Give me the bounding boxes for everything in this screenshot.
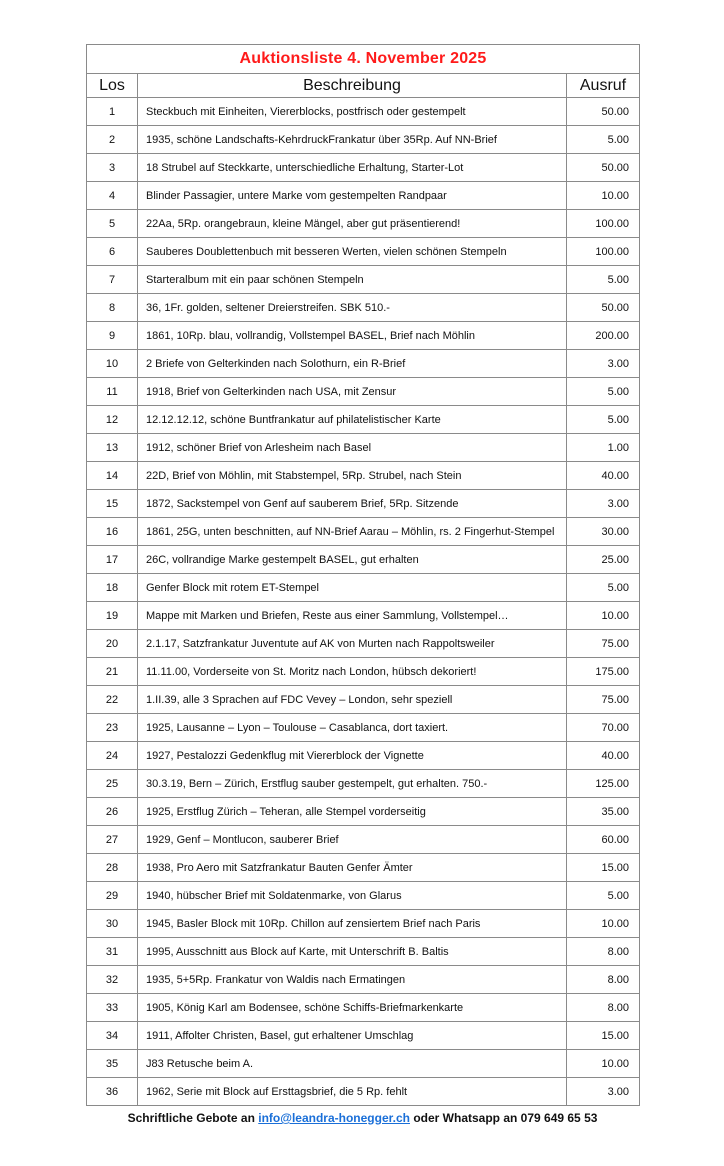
- lot-description: 1995, Ausschnitt aus Block auf Karte, mit Unterschrift B. Baltis: [138, 938, 567, 966]
- lot-description: 1872, Sackstempel von Genf auf sauberem Brief, 5Rp. Sitzende: [138, 490, 567, 518]
- lot-price: 5.00: [567, 574, 640, 602]
- table-row: [87, 994, 640, 1022]
- lot-description: 1912, schöner Brief von Arlesheim nach Basel: [138, 434, 567, 462]
- table-row: [87, 966, 640, 994]
- lot-description: 1938, Pro Aero mit Satzfrankatur Bauten Genfer Ämter: [138, 854, 567, 882]
- lot-number: 5: [87, 210, 138, 238]
- lot-number: 25: [87, 770, 138, 798]
- lot-number: 33: [87, 994, 138, 1022]
- table-row: [87, 350, 640, 378]
- lot-price: 5.00: [567, 882, 640, 910]
- lot-description: 22Aa, 5Rp. orangebraun, kleine Mängel, aber gut präsentierend!: [138, 210, 567, 238]
- table-row: [87, 462, 640, 490]
- lot-number: 22: [87, 686, 138, 714]
- lot-price: 10.00: [567, 910, 640, 938]
- lot-number: 18: [87, 574, 138, 602]
- lot-description: Steckbuch mit Einheiten, Viererblocks, postfrisch oder gestempelt: [138, 98, 567, 126]
- lot-price: 8.00: [567, 938, 640, 966]
- table-row: [87, 378, 640, 406]
- lot-number: 3: [87, 154, 138, 182]
- lot-number: 7: [87, 266, 138, 294]
- table-row: [87, 266, 640, 294]
- lot-price: 15.00: [567, 1022, 640, 1050]
- lot-price: 50.00: [567, 294, 640, 322]
- column-header-description: Beschreibung: [138, 74, 567, 98]
- lot-description: 1911, Affolter Christen, Basel, gut erhaltener Umschlag: [138, 1022, 567, 1050]
- table-row: [87, 742, 640, 770]
- lot-number: 32: [87, 966, 138, 994]
- lot-description: 2 Briefe von Gelterkinden nach Solothurn, ein R-Brief: [138, 350, 567, 378]
- lot-description: 1962, Serie mit Block auf Ersttagsbrief, die 5 Rp. fehlt: [138, 1078, 567, 1106]
- auction-table: [86, 44, 640, 1106]
- lot-description: 1927, Pestalozzi Gedenkflug mit Viererblock der Vignette: [138, 742, 567, 770]
- lot-number: 2: [87, 126, 138, 154]
- table-row: [87, 938, 640, 966]
- lot-number: 13: [87, 434, 138, 462]
- lot-description: 11.11.00, Vorderseite von St. Moritz nach London, hübsch dekoriert!: [138, 658, 567, 686]
- lot-price: 75.00: [567, 686, 640, 714]
- lot-description: 1925, Erstflug Zürich – Teheran, alle Stempel vorderseitig: [138, 798, 567, 826]
- table-row: [87, 1022, 640, 1050]
- lot-description: Starteralbum mit ein paar schönen Stempeln: [138, 266, 567, 294]
- lot-price: 3.00: [567, 490, 640, 518]
- table-row: [87, 770, 640, 798]
- table-row: [87, 1050, 640, 1078]
- lot-number: 34: [87, 1022, 138, 1050]
- lot-price: 75.00: [567, 630, 640, 658]
- lot-number: 31: [87, 938, 138, 966]
- table-row: [87, 1078, 640, 1106]
- lot-price: 10.00: [567, 1050, 640, 1078]
- table-row: [87, 518, 640, 546]
- lot-number: 9: [87, 322, 138, 350]
- lot-description: 36, 1Fr. golden, seltener Dreierstreifen. SBK 510.-: [138, 294, 567, 322]
- table-row: [87, 574, 640, 602]
- column-header-los: Los: [87, 74, 138, 98]
- lot-number: 30: [87, 910, 138, 938]
- lot-number: 29: [87, 882, 138, 910]
- lot-description: Mappe mit Marken und Briefen, Reste aus einer Sammlung, Vollstempel…: [138, 602, 567, 630]
- lot-description: 30.3.19, Bern – Zürich, Erstflug sauber gestempelt, gut erhalten. 750.-: [138, 770, 567, 798]
- table-row: [87, 126, 640, 154]
- lot-number: 8: [87, 294, 138, 322]
- lot-number: 24: [87, 742, 138, 770]
- lot-price: 10.00: [567, 602, 640, 630]
- lot-price: 200.00: [567, 322, 640, 350]
- lot-price: 100.00: [567, 210, 640, 238]
- table-row: [87, 406, 640, 434]
- lot-price: 1.00: [567, 434, 640, 462]
- table-row: [87, 322, 640, 350]
- lot-number: 14: [87, 462, 138, 490]
- lot-number: 17: [87, 546, 138, 574]
- table-row: [87, 686, 640, 714]
- email-link[interactable]: info@leandra-honegger.ch: [258, 1111, 410, 1125]
- lot-number: 35: [87, 1050, 138, 1078]
- table-row: [87, 826, 640, 854]
- lot-number: 19: [87, 602, 138, 630]
- lot-description: 18 Strubel auf Steckkarte, unterschiedliche Erhaltung, Starter-Lot: [138, 154, 567, 182]
- lot-number: 27: [87, 826, 138, 854]
- lot-price: 5.00: [567, 378, 640, 406]
- lot-number: 28: [87, 854, 138, 882]
- lot-description: Blinder Passagier, untere Marke vom gestempelten Randpaar: [138, 182, 567, 210]
- column-header-row: [87, 74, 640, 98]
- footer-suffix: oder Whatsapp an 079 649 65 53: [413, 1111, 598, 1125]
- lot-number: 26: [87, 798, 138, 826]
- table-row: [87, 294, 640, 322]
- lot-number: 16: [87, 518, 138, 546]
- lot-description: Genfer Block mit rotem ET-Stempel: [138, 574, 567, 602]
- lot-description: 1861, 25G, unten beschnitten, auf NN-Brief Aarau – Möhlin, rs. 2 Fingerhut-Stempel: [138, 518, 567, 546]
- lot-list: [87, 98, 640, 1106]
- table-row: [87, 546, 640, 574]
- footer-contact: [86, 1110, 639, 1126]
- table-row: [87, 98, 640, 126]
- table-row: [87, 490, 640, 518]
- table-row: [87, 798, 640, 826]
- lot-number: 15: [87, 490, 138, 518]
- lot-price: 60.00: [567, 826, 640, 854]
- lot-price: 50.00: [567, 98, 640, 126]
- lot-price: 40.00: [567, 462, 640, 490]
- lot-number: 6: [87, 238, 138, 266]
- lot-price: 40.00: [567, 742, 640, 770]
- lot-price: 3.00: [567, 350, 640, 378]
- table-row: [87, 210, 640, 238]
- lot-description: 1918, Brief von Gelterkinden nach USA, mit Zensur: [138, 378, 567, 406]
- lot-description: 1929, Genf – Montlucon, sauberer Brief: [138, 826, 567, 854]
- auction-sheet: [86, 44, 639, 1166]
- column-header-price: Ausruf: [567, 74, 640, 98]
- lot-price: 8.00: [567, 994, 640, 1022]
- lot-description: 1861, 10Rp. blau, vollrandig, Vollstempel BASEL, Brief nach Möhlin: [138, 322, 567, 350]
- lot-price: 100.00: [567, 238, 640, 266]
- lot-description: 1945, Basler Block mit 10Rp. Chillon auf zensiertem Brief nach Paris: [138, 910, 567, 938]
- table-row: [87, 630, 640, 658]
- table-row: [87, 602, 640, 630]
- lot-description: 1905, König Karl am Bodensee, schöne Schiffs-Briefmarkenkarte: [138, 994, 567, 1022]
- lot-price: 25.00: [567, 546, 640, 574]
- lot-price: 35.00: [567, 798, 640, 826]
- lot-description: 1935, schöne Landschafts-KehrdruckFrankatur über 35Rp. Auf NN-Brief: [138, 126, 567, 154]
- lot-description: Sauberes Doublettenbuch mit besseren Werten, vielen schönen Stempeln: [138, 238, 567, 266]
- table-row: [87, 182, 640, 210]
- lot-number: 11: [87, 378, 138, 406]
- lot-number: 21: [87, 658, 138, 686]
- table-row: [87, 434, 640, 462]
- lot-price: 125.00: [567, 770, 640, 798]
- lot-price: 30.00: [567, 518, 640, 546]
- lot-price: 8.00: [567, 966, 640, 994]
- table-row: [87, 910, 640, 938]
- table-row: [87, 854, 640, 882]
- table-row: [87, 882, 640, 910]
- lot-description: 22D, Brief von Möhlin, mit Stabstempel, 5Rp. Strubel, nach Stein: [138, 462, 567, 490]
- footer-prefix: Schriftliche Gebote an: [127, 1111, 255, 1125]
- lot-description: J83 Retusche beim A.: [138, 1050, 567, 1078]
- lot-description: 1935, 5+5Rp. Frankatur von Waldis nach Ermatingen: [138, 966, 567, 994]
- lot-price: 5.00: [567, 126, 640, 154]
- lot-price: 3.00: [567, 1078, 640, 1106]
- lot-price: 5.00: [567, 406, 640, 434]
- lot-price: 70.00: [567, 714, 640, 742]
- lot-price: 5.00: [567, 266, 640, 294]
- lot-number: 36: [87, 1078, 138, 1106]
- lot-number: 23: [87, 714, 138, 742]
- lot-price: 10.00: [567, 182, 640, 210]
- lot-number: 12: [87, 406, 138, 434]
- lot-description: 2.1.17, Satzfrankatur Juventute auf AK von Murten nach Rappoltsweiler: [138, 630, 567, 658]
- table-row: [87, 658, 640, 686]
- table-row: [87, 154, 640, 182]
- lot-price: 175.00: [567, 658, 640, 686]
- lot-number: 10: [87, 350, 138, 378]
- lot-price: 15.00: [567, 854, 640, 882]
- lot-description: 26C, vollrandige Marke gestempelt BASEL, gut erhalten: [138, 546, 567, 574]
- lot-description: 1925, Lausanne – Lyon – Toulouse – Casablanca, dort taxiert.: [138, 714, 567, 742]
- table-row: [87, 714, 640, 742]
- table-row: [87, 238, 640, 266]
- lot-number: 1: [87, 98, 138, 126]
- lot-description: 1940, hübscher Brief mit Soldatenmarke, von Glarus: [138, 882, 567, 910]
- lot-number: 20: [87, 630, 138, 658]
- lot-number: 4: [87, 182, 138, 210]
- lot-price: 50.00: [567, 154, 640, 182]
- lot-description: 1.II.39, alle 3 Sprachen auf FDC Vevey – London, sehr speziell: [138, 686, 567, 714]
- lot-description: 12.12.12.12, schöne Buntfrankatur auf philatelistischer Karte: [138, 406, 567, 434]
- page-title: Auktionsliste 4. November 2025: [87, 45, 640, 74]
